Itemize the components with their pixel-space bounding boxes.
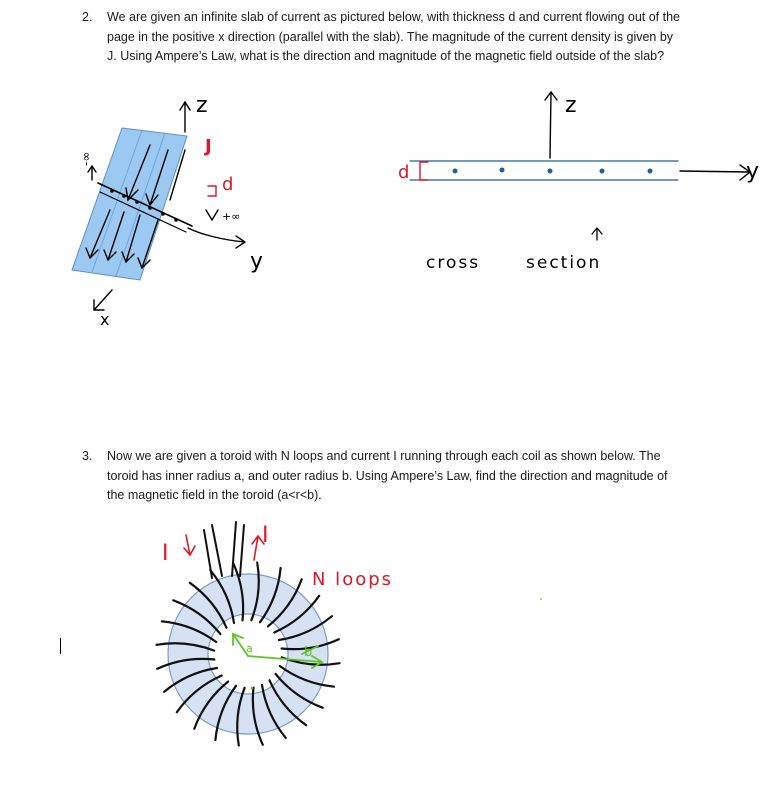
toroid-label-a: a (246, 642, 253, 655)
slab-label-d: d (222, 174, 234, 195)
toroid-label-I-left: I (162, 541, 169, 566)
cross-section-label-z: z (565, 93, 577, 118)
toroid-label-b: b (304, 645, 313, 660)
problem-3-text: Now we are given a toroid with N loops and current I running through each coil as shown below. The toroid has inner radius a, and outer radius b. Using Ampere’s Law, find the direction and magnitude of the magnetic field in the toroid (a<r<b). (107, 449, 668, 502)
slab-label-J: J (205, 136, 212, 157)
caption-section: section (526, 253, 602, 273)
caption-cross: cross (426, 253, 481, 273)
slab-label-z: z (196, 93, 208, 118)
problem-2-text: We are given an infinite slab of current as pictured below, with thickness d and current flowing out of the page in the positive x direction (parallel with the slab). The magnitude of the current density is given by J. Using Ampere’s Law, what is the direction and magnitude of the magnetic field outside of the slab? (107, 10, 681, 63)
toroid-label-N-loops: N loops (312, 569, 394, 590)
text-cursor (60, 638, 61, 654)
cross-section-label-d: d (398, 162, 410, 183)
slab-label-x: x (100, 310, 110, 329)
problem-2-number: 2. (82, 10, 93, 24)
slab-label-y: y (250, 249, 264, 274)
slab-label-neg-inf: -∞ (79, 151, 93, 166)
slab-label-pos-inf: +∞ (222, 210, 241, 223)
problem-3-number: 3. (82, 449, 93, 463)
cross-section-label-y: y (746, 159, 760, 184)
toroid-label-I-right: I (262, 523, 269, 548)
